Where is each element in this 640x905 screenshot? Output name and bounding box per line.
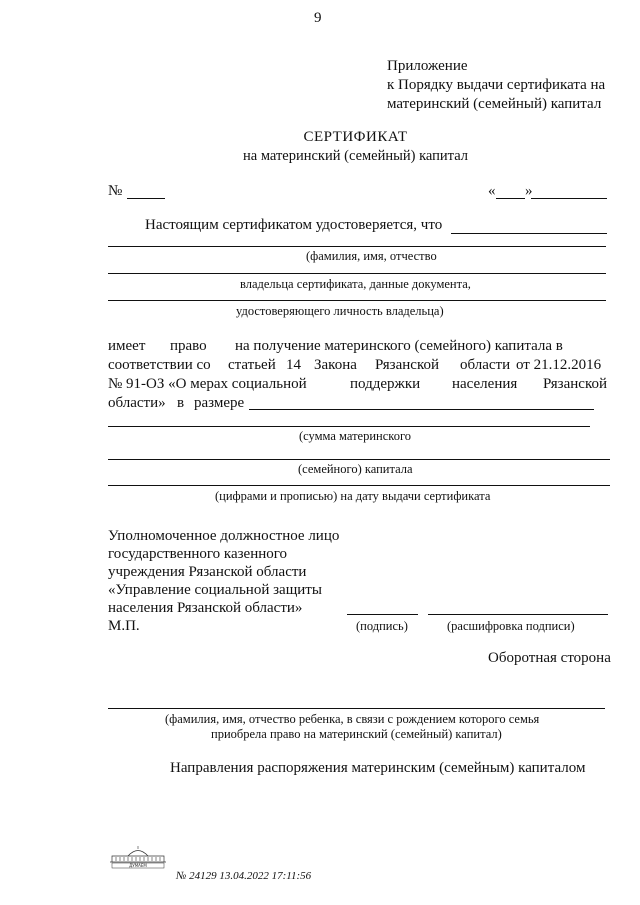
signature-hint: (подпись) — [356, 619, 408, 633]
date-month-year-field-line[interactable] — [531, 198, 607, 199]
body-word: соответствии со — [108, 357, 211, 373]
body-word: право — [170, 338, 207, 354]
registration-stamp: № 24129 13.04.2022 17:11:56 — [176, 870, 312, 882]
sum-hint-3: (цифрами и прописью) на дату выдачи сертификата — [215, 489, 491, 503]
signature-decoding-field-line[interactable] — [428, 614, 608, 615]
date-close-quote: » — [525, 183, 533, 199]
body-word: на получение материнского (семейного) капитала в — [235, 338, 563, 354]
official-line: государственного казенного — [108, 546, 288, 562]
owner-field-line[interactable] — [108, 273, 606, 274]
number-field-line[interactable] — [127, 198, 165, 199]
body-word: области — [460, 357, 511, 373]
directions-heading: Направления распоряжения материнским (семейным) капиталом — [170, 760, 586, 776]
sum-field-line-2[interactable] — [108, 459, 610, 460]
identity-hint: удостоверяющего личность владельца) — [236, 304, 444, 318]
stamp-text: ДУМАЕМ — [129, 863, 147, 869]
certificate-subtitle: на материнский (семейный) капитал — [243, 148, 468, 164]
official-line: учреждения Рязанской области — [108, 564, 307, 580]
body-word: в — [177, 395, 185, 411]
sum-hint-2: (семейного) капитала — [298, 462, 413, 476]
fio-field-line[interactable] — [108, 246, 606, 247]
number-sign: № — [108, 183, 123, 199]
body-word: № 91-ОЗ «О мерах социальной — [108, 376, 307, 392]
body-word: от 21.12.2016 — [516, 357, 602, 373]
official-line: населения Рязанской области» — [108, 600, 303, 616]
body-word: населения — [452, 376, 518, 392]
body-word: Рязанской — [375, 357, 439, 373]
reverse-side-label: Оборотная сторона — [488, 650, 611, 666]
signature-field-line[interactable] — [347, 614, 418, 615]
identity-field-line[interactable] — [108, 300, 606, 301]
owner-hint: владельца сертификата, данные документа, — [240, 277, 471, 291]
child-fio-hint-2: приобрела право на материнский (семейный) капитал) — [211, 727, 502, 741]
amount-field-line[interactable] — [249, 409, 594, 410]
signature-decoding-hint: (расшифровка подписи) — [447, 619, 575, 633]
body-word: размере — [194, 395, 245, 411]
official-line: Уполномоченное должностное лицо — [108, 528, 340, 544]
body-word: поддержки — [350, 376, 421, 392]
sum-field-line[interactable] — [108, 426, 590, 427]
duma-building-icon — [108, 845, 168, 871]
certifies-text: Настоящим сертификатом удостоверяется, что — [145, 217, 443, 233]
fio-hint: (фамилия, имя, отчество — [306, 249, 437, 263]
date-day-field-line[interactable] — [496, 198, 525, 199]
date-open-quote: « — [488, 183, 496, 199]
certificate-title: СЕРТИФИКАТ — [303, 129, 408, 145]
body-word: имеет — [108, 338, 146, 354]
official-line: «Управление социальной защиты — [108, 582, 322, 598]
holder-field-line[interactable] — [451, 233, 607, 234]
body-word: 14 — [286, 357, 301, 373]
appendix-line: Приложение — [387, 58, 468, 74]
appendix-line: к Порядку выдачи сертификата на — [387, 77, 606, 93]
child-fio-field-line[interactable] — [108, 708, 605, 709]
seal-place: М.П. — [108, 618, 140, 634]
appendix-line: материнский (семейный) капитал — [387, 96, 602, 112]
sum-field-line-3[interactable] — [108, 485, 610, 486]
body-word: области» — [108, 395, 166, 411]
body-word: Рязанской — [543, 376, 607, 392]
child-fio-hint: (фамилия, имя, отчество ребенка, в связи с рождением которого семья — [165, 712, 540, 726]
body-word: Закона — [314, 357, 357, 373]
sum-hint-1: (сумма материнского — [299, 429, 412, 443]
page-number: 9 — [314, 10, 322, 26]
body-word: статьей — [228, 357, 276, 373]
